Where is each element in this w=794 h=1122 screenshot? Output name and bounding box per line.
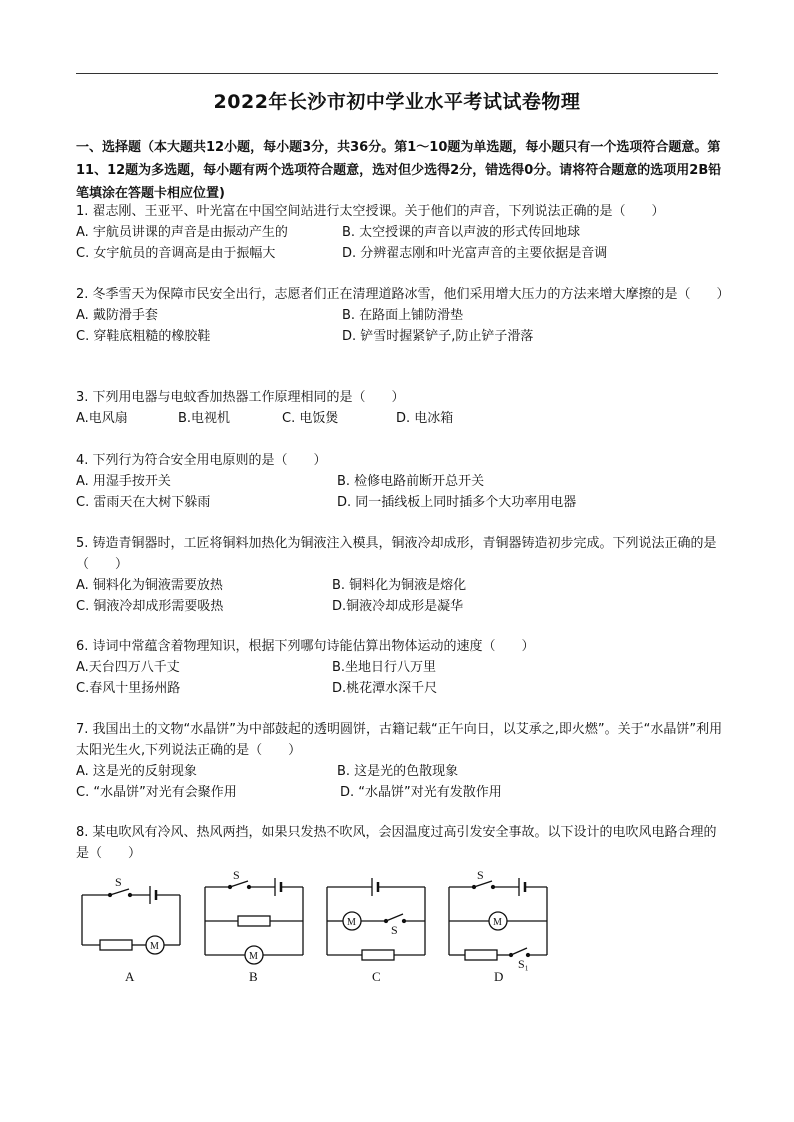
option-b[interactable]: B.坐地日行八万里 — [332, 660, 437, 675]
switch-label: S — [391, 923, 398, 937]
option-b[interactable]: B. 在路面上铺防滑垫 — [342, 308, 464, 323]
option-b[interactable]: B. 这是光的色散现象 — [337, 764, 459, 779]
question-stem: 1. 翟志刚、王亚平、叶光富在中国空间站进行太空授课。关于他们的声音，下列说法正确的是（ ） — [76, 204, 665, 219]
option-row — [76, 326, 726, 347]
question-7 — [76, 719, 726, 803]
option-row — [76, 222, 726, 243]
option-d[interactable]: D. “水晶饼”对光有发散作用 — [340, 785, 502, 800]
switch-s1-label: S₁ — [518, 957, 529, 971]
option-row — [76, 471, 726, 492]
motor-symbol: M — [493, 917, 502, 928]
option-d[interactable]: D.桃花潭水深千尺 — [332, 681, 438, 696]
option-c[interactable]: C. 雷雨天在大树下躲雨 — [76, 495, 211, 510]
option-c[interactable]: C. 女宇航员的音调高是由于振幅大 — [76, 246, 276, 261]
option-a[interactable]: A. 铜料化为铜液需要放热 — [76, 578, 223, 593]
option-row — [76, 492, 726, 513]
option-c[interactable]: C. 铜液冷却成形需要吸热 — [76, 599, 224, 614]
option-d[interactable]: D. 铲雪时握紧铲子,防止铲子滑落 — [342, 329, 534, 344]
circuit-c — [327, 878, 425, 960]
question-stem: 8. 某电吹风有冷风、热风两挡，如果只发热不吹风，会因温度过高引发安全事故。以下设计的电吹风电路合理的是（ ） — [76, 825, 717, 861]
question-8 — [76, 822, 726, 864]
page-title: 2022年长沙市初中学业水平考试试卷物理 — [213, 91, 581, 113]
option-d[interactable]: D.铜液冷却成形是凝华 — [332, 599, 464, 614]
option-a[interactable]: A. 用湿手按开关 — [76, 474, 171, 489]
question-4 — [76, 450, 726, 513]
switch-label: S — [233, 868, 240, 882]
circuit-d — [449, 878, 547, 960]
question-3 — [76, 387, 726, 429]
option-b[interactable]: B.电视机 — [178, 411, 231, 426]
option-d[interactable]: D. 同一插线板上同时插多个大功率用电器 — [337, 495, 577, 510]
circuit-b — [205, 878, 303, 964]
question-6 — [76, 636, 726, 699]
option-d[interactable]: D. 电冰箱 — [396, 411, 454, 426]
question-stem: 7. 我国出土的文物“水晶饼”为中部鼓起的透明圆饼，古籍记载“正午向日，以艾承之,即火燃”。关于“水晶饼”利用太阳光生火,下列说法正确的是（ ） — [76, 722, 723, 758]
option-row — [76, 761, 726, 782]
question-1 — [76, 201, 726, 264]
circuit-label-d: D — [494, 969, 504, 984]
circuit-label-a: A — [125, 969, 135, 984]
question-stem: 3. 下列用电器与电蚊香加热器工作原理相同的是（ ） — [76, 390, 405, 405]
option-row — [76, 782, 726, 803]
question-stem: 5. 铸造青铜器时，工匠将铜料加热化为铜液注入模具，铜液冷却成形，青铜器铸造初步完成。下列说法正确的是（ ） — [76, 536, 717, 572]
option-d[interactable]: D. 分辨翟志刚和叶光富声音的主要依据是音调 — [342, 246, 608, 261]
question-stem: 2. 冬季雪天为保障市民安全出行，志愿者们正在清理道路冰雪，他们采用增大压力的方法来增大摩擦的是（ ） — [76, 287, 730, 302]
option-b[interactable]: B. 太空授课的声音以声波的形式传回地球 — [342, 225, 581, 240]
option-row — [76, 575, 726, 596]
switch-label: S — [115, 875, 122, 889]
section-intro: 一、选择题（本大题共12小题，每小题3分，共36分。第1～10题为单选题，每小题只有一个选项符合题意。第11、12题为多选题，每小题有两个选项符合题意，选对但少选得2分，错选得0分。请将符合题意的选项用2B铅笔填涂在答题卡相应位置) — [76, 140, 722, 201]
option-a[interactable]: A.电风扇 — [76, 411, 128, 426]
switch-label: S — [477, 868, 484, 882]
question-5 — [76, 533, 726, 617]
motor-symbol: M — [249, 951, 258, 962]
top-rule — [76, 73, 718, 74]
question-stem: 6. 诗词中常蕴含着物理知识，根据下列哪句诗能估算出物体运动的速度（ ） — [76, 639, 535, 654]
option-c[interactable]: C. 穿鞋底粗糙的橡胶鞋 — [76, 329, 211, 344]
circuit-a — [82, 886, 180, 954]
option-row — [76, 678, 726, 699]
motor-symbol: M — [347, 917, 356, 928]
question-2 — [76, 284, 730, 347]
motor-symbol: M — [150, 941, 159, 952]
option-c[interactable]: C. 电饭煲 — [282, 411, 339, 426]
question-stem: 4. 下列行为符合安全用电原则的是（ ） — [76, 453, 327, 468]
option-a[interactable]: A. 宇航员讲课的声音是由振动产生的 — [76, 225, 288, 240]
option-row — [76, 408, 726, 429]
option-c[interactable]: C.春风十里扬州路 — [76, 681, 181, 696]
option-row — [76, 305, 726, 326]
option-b[interactable]: B. 铜料化为铜液是熔化 — [332, 578, 467, 593]
option-row — [76, 596, 726, 617]
option-a[interactable]: A. 这是光的反射现象 — [76, 764, 197, 779]
option-a[interactable]: A. 戴防滑手套 — [76, 308, 158, 323]
option-a[interactable]: A.天台四万八千丈 — [76, 660, 180, 675]
circuit-label-c: C — [372, 969, 381, 984]
option-row — [76, 657, 726, 678]
option-c[interactable]: C. “水晶饼”对光有会聚作用 — [76, 785, 237, 800]
option-b[interactable]: B. 检修电路前断开总开关 — [337, 474, 485, 489]
option-row — [76, 243, 726, 264]
circuit-label-b: B — [249, 969, 258, 984]
